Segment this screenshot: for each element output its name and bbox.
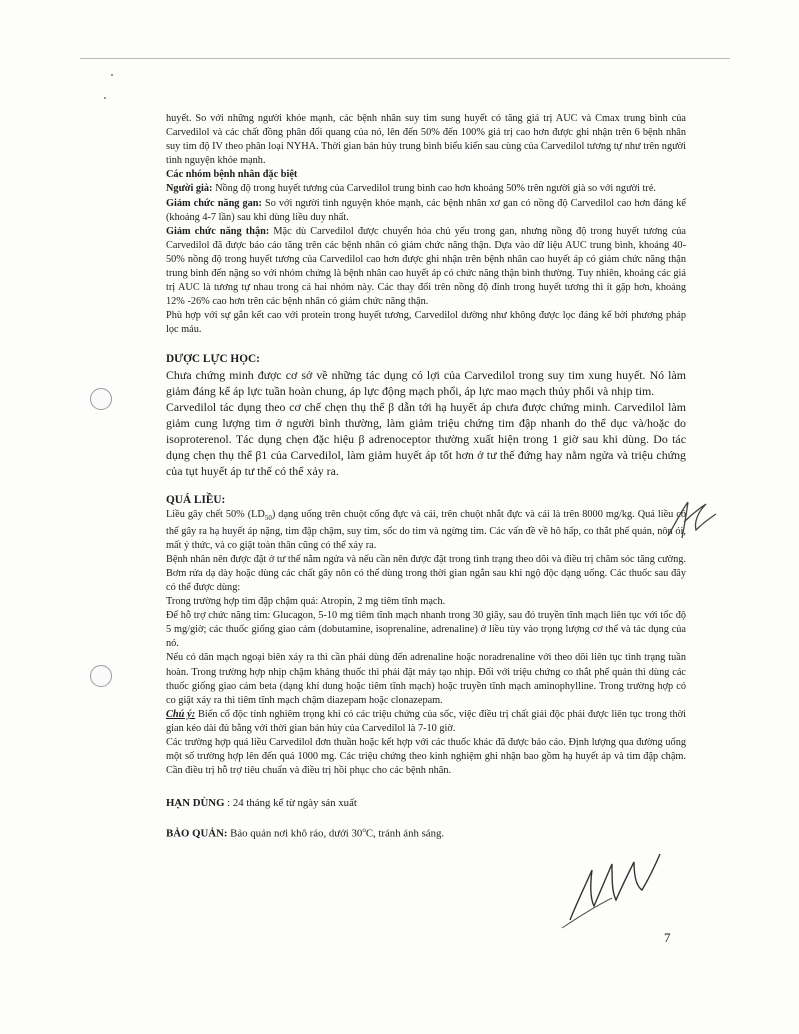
- note-label: Chú ý:: [166, 708, 196, 720]
- scan-border-line: [80, 58, 730, 59]
- shelf-life-label: HẠN DÙNG: [166, 797, 225, 810]
- dialysis-paragraph: Phù hợp với sự gắn kết cao với protein trong huyết tương, Carvedilol dường như không được lọc đáng kể bởi phương pháp lọc máu.: [166, 310, 686, 336]
- signature-initials-mid: [662, 492, 722, 547]
- shelf-life-line: [166, 796, 686, 811]
- intro-paragraph: huyết. So với những người khỏe mạnh, các bệnh nhân suy tim sung huyết có tăng giá trị AUC và Cmax trung bình của Carvedilol và các chất đồng phân đối quang của nó, lên đến 50% đến 100% giá trị cao hơn được ghi nhận trên 6 bệnh nhân suy tim độ IV theo phân loại NYHA. Thời gian bán hủy trung bình biểu kiến sau cùng của Carvedilol tương tự như trên người tình nguyện khỏe mạnh.: [166, 113, 686, 167]
- overdose-paragraph-1: [166, 508, 686, 553]
- pharmacodynamics-heading: DƯỢC LỰC HỌC:: [166, 352, 260, 365]
- overdose-paragraph-6: Các trường hợp quá liều Carvedilol đơn thuần hoặc kết hợp với các thuốc khác đã được báo cáo. Định lượng qua đường uống một số trường hợp lên đến quá 1000 mg. Các triệu chứng theo kinh nghiệm ghi nhận bao gồm hạ huyết áp và tim đập chậm. Cần điều trị hỗ trợ tiêu chuẩn và điều trị hồi phục cho các bệnh nhân.: [166, 737, 686, 777]
- overdose-note: [166, 708, 686, 736]
- storage-text-end: C, tránh ánh sáng.: [365, 827, 445, 840]
- renal-text: Mặc dù Carvedilol được chuyển hóa chủ yếu trong gan, nhưng nồng độ trong huyết tương của Carvedilol đã được báo cáo tăng trên các bệnh nhân có giảm chức năng thận. Dựa vào dữ liệu AUC trung bình, khoảng 40-50% nồng độ trong huyết tương của Carvedilol cao hơn được ghi nhận trên bệnh nhân cao huyết áp có giảm chức năng thận trung bình đến nặng so với nhóm chứng là bệnh nhân cao huyết áp có chức năng thận bình thường. Tuy nhiên, khoảng các giá trị AUC là tương tự nhau trong cả hai nhóm này. Các thay đổi trên nồng độ đỉnh trong huyết tương thì ít gặp hơn, khoảng 12% -26% cao hơn trên các bệnh nhân có giảm chức năng thận.: [166, 225, 687, 308]
- page-number: 7: [664, 930, 671, 945]
- renal-label: Giảm chức năng thận:: [166, 225, 270, 237]
- overdose-heading: QUÁ LIỀU:: [166, 493, 226, 506]
- overdose-p1-end: ) dạng uống trên chuột cống đực và cái, trên chuột nhắt đực và cái là trên 8000 mg/kg. Quá liều có thể gây ra hạ huyết áp nặng, tim đập chậm, suy tim, sốc do tim và ngừng tim. Các vấn đề về hô hấp, co thắt phế quản, nôn ói, mất ý thức, và co giật toàn thân cũng có thể xảy ra.: [166, 508, 686, 551]
- special-groups-heading: Các nhóm bệnh nhân đặc biệt: [166, 169, 298, 181]
- scan-speck: [104, 97, 106, 99]
- overdose-paragraph-4: Để hỗ trợ chức năng tim: Glucagon, 5-10 mg tiêm tĩnh mạch nhanh trong 30 giây, sau đó truyền tĩnh mạch liên tục với tốc độ 5 mg/giờ; các thuốc giống giao cảm (dobutamine, isoprenaline, adrenaline) ở liều tùy vào trọng lượng cơ thể và tác dụng của nó.: [166, 610, 686, 650]
- punch-hole: [90, 665, 112, 687]
- elderly-paragraph: [166, 182, 686, 196]
- scan-speck: [111, 74, 113, 76]
- storage-text-start: Bảo quản nơi khô ráo, dưới 30: [227, 827, 363, 840]
- storage-label: BẢO QUẢN:: [166, 827, 228, 840]
- hepatic-label: Giảm chức năng gan:: [166, 197, 262, 209]
- shelf-life-text: : 24 tháng kể từ ngày sản xuất: [224, 797, 357, 810]
- punch-hole: [90, 388, 112, 410]
- elderly-text: Nồng độ trong huyết tương của Carvedilol trung bình cao hơn khoảng 50% trên người già so với người trẻ.: [212, 183, 656, 195]
- hepatic-text: So với người tình nguyện khỏe mạnh, các bệnh nhân xơ gan có nồng độ Carvedilol cao hơn đáng kể (khoảng 4-7 lần) sau khi dùng liều duy nhất.: [166, 197, 686, 223]
- hepatic-paragraph: [166, 197, 686, 225]
- overdose-paragraph-2: Bệnh nhân nên được đặt ở tư thế nằm ngửa và nếu cần nên được đặt trong tình trạng theo dõi và điều trị chăm sóc tăng cường. Bơm rửa dạ dày hoặc dùng các chất gây nôn có thể dùng trong thời gian ngắn sau khi ngộ độc dạng uống. Các thuốc sau đây có thể được dùng:: [166, 553, 686, 594]
- ld-subscript: 50: [264, 513, 272, 522]
- note-text: Biến cố độc tính nghiêm trọng khi có các triệu chứng của sốc, việc điều trị chất giải độc phải được liên tục trong thời gian kéo dài đủ bằng với thời gian bán hủy của Carvedilol là 7-10 giờ.: [166, 708, 686, 734]
- elderly-label: Người già:: [166, 183, 213, 195]
- renal-paragraph: [166, 225, 686, 310]
- degree-sup: o: [362, 826, 366, 835]
- pharmacodynamics-paragraph-2: Carvedilol tác dụng theo cơ chế chẹn thụ thể β dẫn tới hạ huyết áp chưa được chứng minh. Carvedilol làm giảm cung lượng tim ở người bình thường, làm giảm triệu chứng tim đập nhanh do thể dục và/hoặc do isoproterenol. Tác dụng chẹn đặc hiệu β adrenoceptor thường xuất hiện trong 1 giờ sau khi dùng. Do tác dụng chẹn thụ thể β1 của Carvedilol, làm giảm huyết áp tốt hơn ở tư thế đứng hay nằm ngửa và triệu chứng của tụt huyết áp tư thế có thể xảy ra.: [166, 399, 686, 478]
- pharmacodynamics-paragraph-1: Chưa chứng minh được cơ sở về những tác dụng có lợi của Carvedilol trong suy tim xung huyết. Nó làm giảm đáng kể áp lực tuần hoàn chung, áp lực động mạch phổi, áp lực mao mạch thủy phổi và nhịp tim.: [166, 367, 686, 398]
- signature-bottom: [560, 840, 670, 930]
- document-body: [166, 112, 686, 842]
- overdose-paragraph-5: Nếu có dãn mạch ngoại biên xảy ra thì cần phải dùng đến adrenaline hoặc noradrenaline với theo dõi liên tục tình trạng tuần hoàn. Trong trường hợp nhịp chậm kháng thuốc thì phải đặt máy tạo nhịp. Đối với triệu chứng co thắt phế quản thì dùng các thuốc giống giao cảm beta (dạng khí dung hoặc tiêm tĩnh mạch) hoặc truyền tĩnh mạch aminophylline. Trong trường hợp có co giật xảy ra thì tiêm tĩnh mạch chậm diazepam hoặc clonazepam.: [166, 652, 686, 706]
- overdose-paragraph-3: Trong trường hợp tim đập chậm quá: Atropin, 2 mg tiêm tĩnh mạch.: [166, 596, 446, 608]
- overdose-p1-start: Liều gây chết 50% (LD: [166, 508, 265, 520]
